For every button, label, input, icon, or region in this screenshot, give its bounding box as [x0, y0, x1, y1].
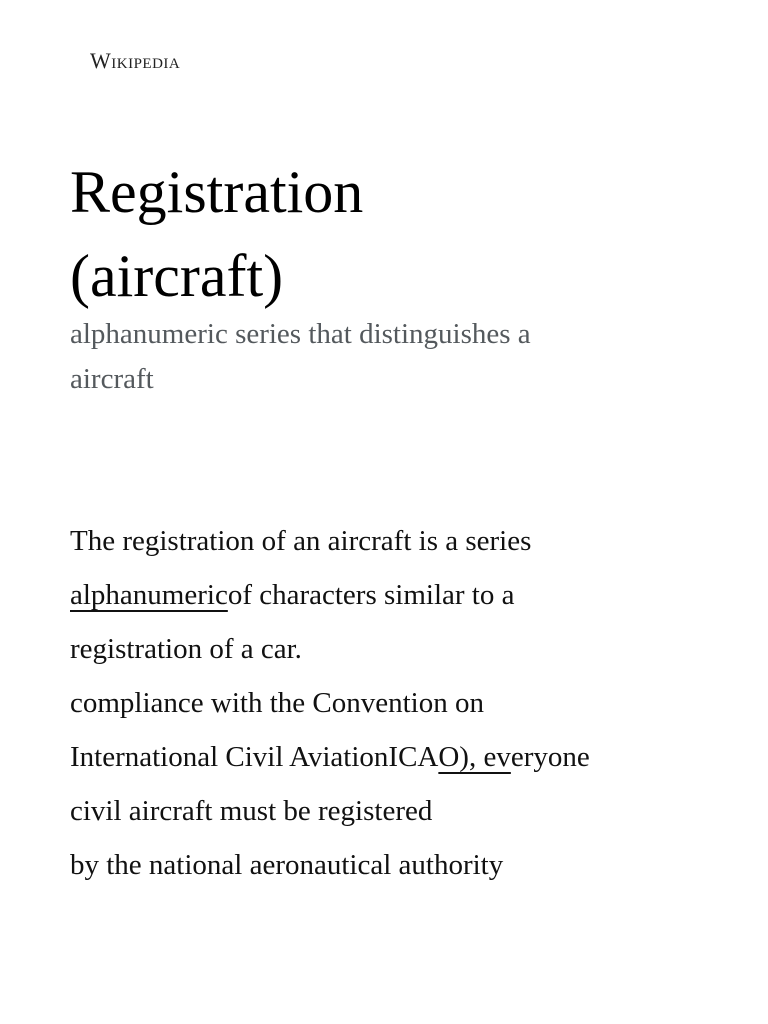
- alphanumeric-link[interactable]: alphanumeric: [70, 579, 228, 611]
- body-line-5-text: International Civil AviationICA: [70, 741, 439, 773]
- body-line-5: [70, 730, 710, 784]
- page-title: [70, 150, 710, 318]
- wikipedia-logo[interactable]: Wikipedia: [90, 48, 181, 73]
- body-line-2-text: of characters similar to a: [227, 579, 515, 611]
- page-description-line-2: aircraft: [70, 363, 154, 395]
- page-description: [70, 312, 710, 402]
- icao-link[interactable]: O), ev: [438, 741, 511, 773]
- page-description-line-1: alphanumeric series that distinguishes a: [70, 318, 531, 350]
- body-line-4: compliance with the Convention on: [70, 687, 484, 719]
- body-line-1: The registration of an aircraft is a series: [70, 525, 532, 557]
- body-line-5-rest: eryone: [510, 741, 590, 773]
- body-line-7: by the national aeronautical authority: [70, 849, 504, 881]
- page-title-line-2: (aircraft): [70, 243, 284, 309]
- body-line-2: [70, 568, 710, 622]
- body-line-3: registration of a car.: [70, 633, 302, 665]
- body-line-6: civil aircraft must be registered: [70, 795, 433, 827]
- page-title-line-1: Registration: [70, 159, 364, 225]
- article-body: [70, 514, 710, 892]
